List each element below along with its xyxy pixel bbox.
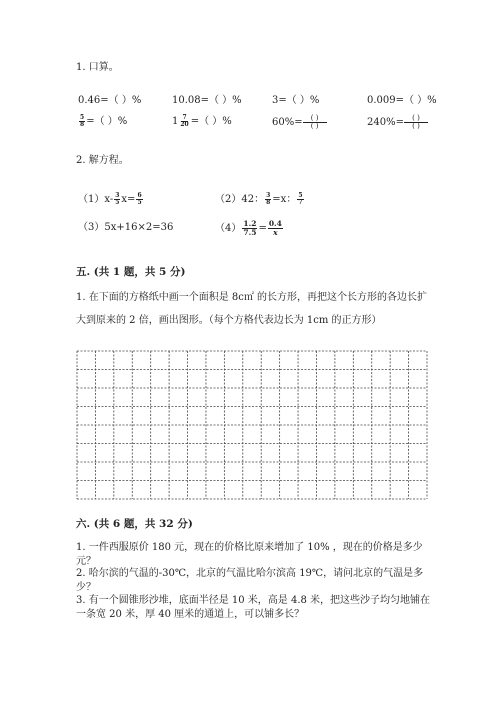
equation-4: （4） $\frac{1.2}{7.5}$ = $\frac{0.4}{x}$ xyxy=(215,219,282,237)
section-five-question-line-2: 大到原来的 2 倍，画出图形。（每个方格代表边长为 1cm 的正方形） xyxy=(76,315,382,326)
question-1-line-2: 元？ xyxy=(76,556,96,567)
fraction: $\frac{5}{7}$ xyxy=(298,192,303,206)
section-six-heading: 六. (共 6 题，共 32 分) xyxy=(76,518,193,530)
equation-1: （1）x- $\frac{3}{5}$ x= $\frac{6}{5}$ xyxy=(78,192,142,206)
oral-calc-title: 1. 口算。 xyxy=(76,62,119,73)
blank-fraction: ( ) ( ) xyxy=(303,115,327,130)
blank-fraction: ( ) ( ) xyxy=(404,115,428,130)
fraction: $\frac{1.2}{7.5}$ xyxy=(243,219,257,237)
oral-item-8: 240%= ( ) ( ) xyxy=(367,115,428,130)
question-1-line-1: 1. 一件西服原价 180 元，现在的价格比原来增加了 10% ，现在的价格是多少 xyxy=(76,542,423,553)
fraction: $\frac{6}{5}$ xyxy=(137,192,142,206)
section-five-heading: 五. (共 1 题，共 5 分) xyxy=(76,266,186,278)
grid-svg[interactable] xyxy=(76,350,428,500)
fraction: $\frac{0.4}{x}$ xyxy=(268,219,282,237)
oral-item-5: $\frac{5}{8}$ =（ ）% xyxy=(80,114,128,128)
oral-item-4: 0.009=（ ）% xyxy=(367,95,437,106)
question-2-line-1: 2. 哈尔滨的气温的-30℃，北京的气温比哈尔滨高 19℃，请问北京的气温是多 xyxy=(76,568,424,579)
fraction-7-20: $\frac{7}{20}$ xyxy=(180,114,189,128)
question-2-line-2: 少？ xyxy=(76,582,96,593)
fraction: $\frac{3}{5}$ xyxy=(115,192,120,206)
question-3-line-2: 一条宽 20 米，厚 40 厘米的通道上，可以铺多长？ xyxy=(76,609,305,620)
oral-item-7: 60%= ( ) ( ) xyxy=(272,115,327,130)
equation-3: （3）5x+16×2=36 xyxy=(78,222,174,233)
oral-item-1: 0.46=（ ）% xyxy=(78,95,142,106)
fraction-5-8: $\frac{5}{8}$ xyxy=(80,114,85,128)
fraction: $\frac{3}{8}$ xyxy=(266,192,271,206)
equation-2: （2）42： $\frac{3}{8}$ =x： $\frac{5}{7}$ xyxy=(215,192,303,206)
square-grid-paper[interactable] xyxy=(76,350,428,500)
oral-item-2: 10.08=（ ）% xyxy=(172,95,242,106)
equation-title: 2. 解方程。 xyxy=(76,155,129,166)
oral-item-6: 1 $\frac{7}{20}$ =（ ）% xyxy=(172,114,232,128)
section-five-question-line-1: 1. 在下面的方格纸中画一个面积是 8c㎡ 的长方形，再把这个长方形的各边长扩 xyxy=(76,292,428,303)
oral-item-3: 3=（ ）% xyxy=(272,95,320,106)
question-3-line-1: 3. 有一个圆锥形沙堆，底面半径是 10 米，高是 4.8 米，把这些沙子均匀地铺在 xyxy=(76,595,431,606)
